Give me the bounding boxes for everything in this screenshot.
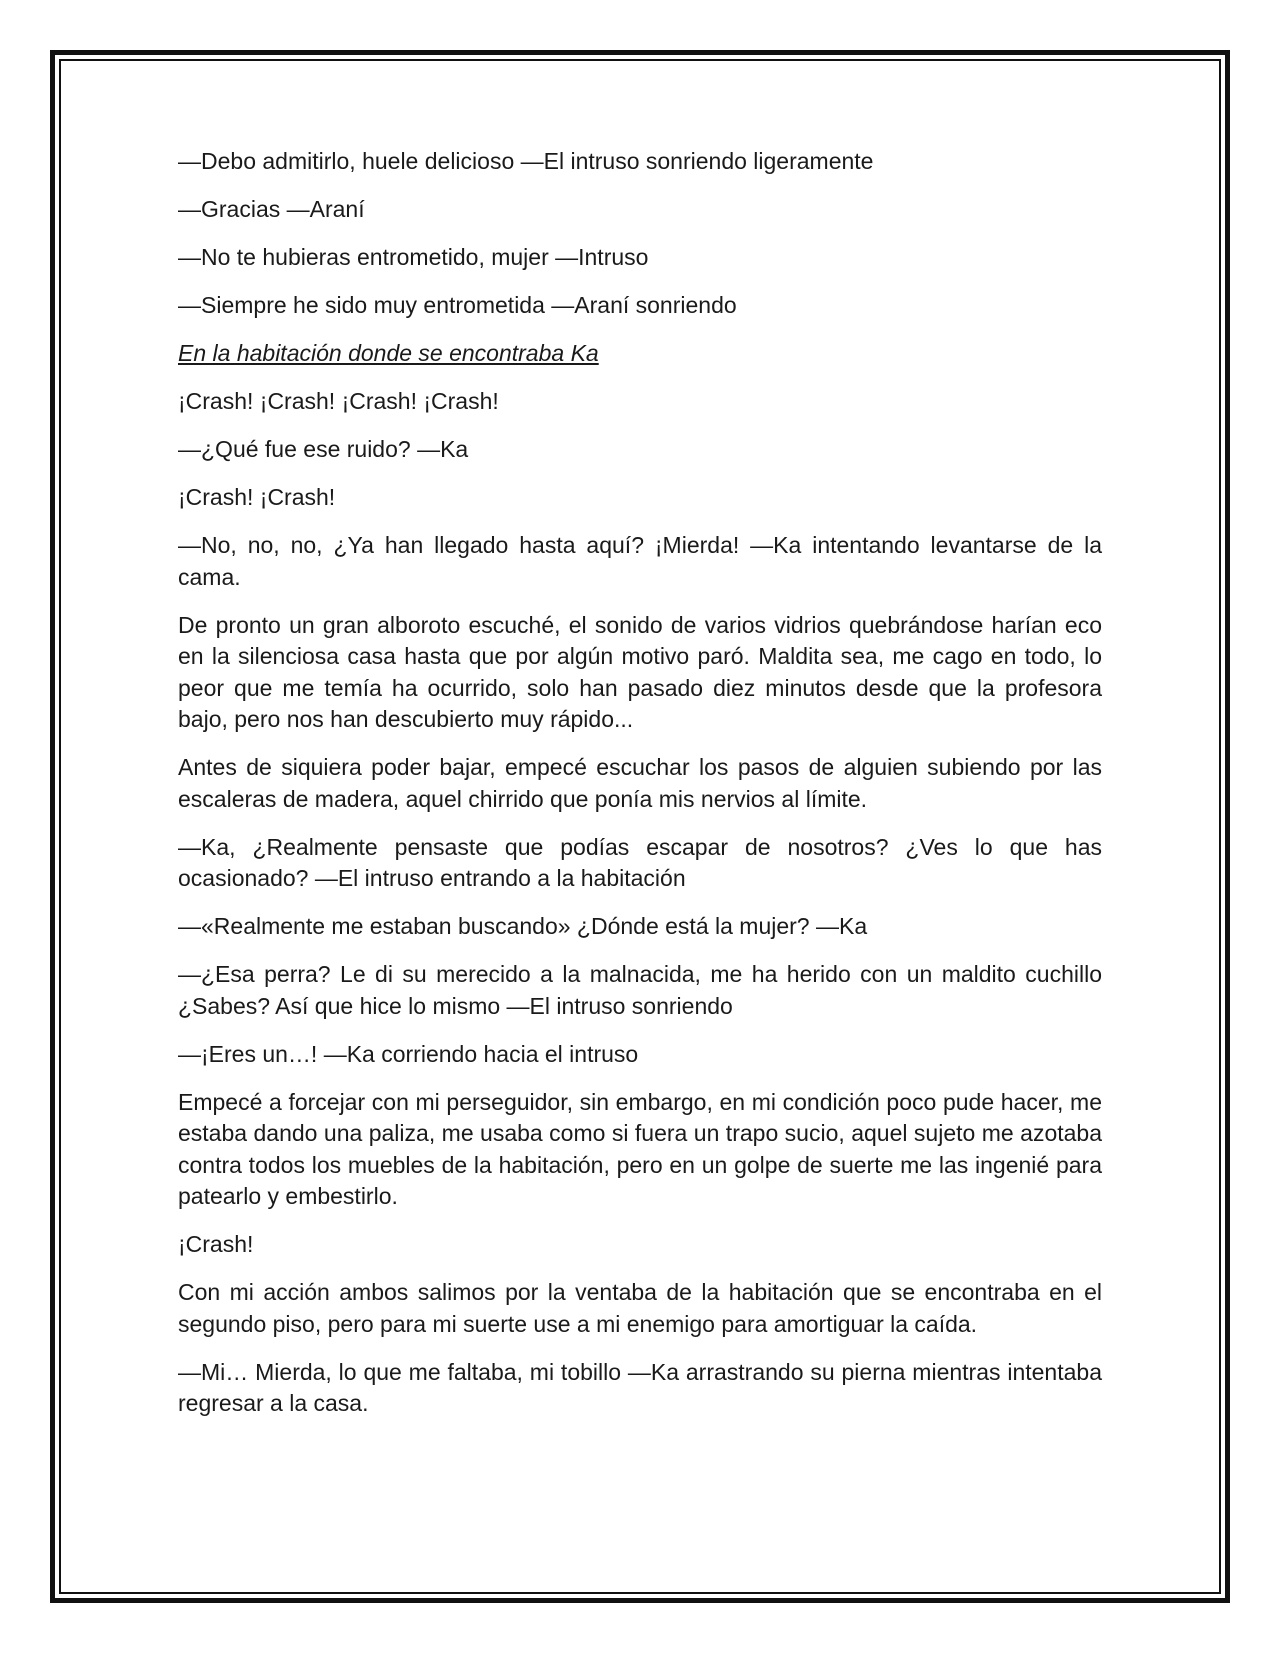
paragraph-13: —«Realmente me estaban buscando» ¿Dónde está la mujer? —Ka [178, 913, 868, 939]
paragraph-2: —Gracias —Araní [178, 196, 365, 222]
paragraph-19: —Mi… Mierda, lo que me faltaba, mi tobillo —Ka arrastrando su pierna mientras intentaba regresar a la casa. [178, 1358, 1102, 1416]
paragraph-4: —Siempre he sido muy entrometida —Araní sonriendo [178, 292, 737, 318]
scene-heading: En la habitación donde se encontraba Ka [178, 340, 599, 366]
paragraph-9: —No, no, no, ¿Ya han llegado hasta aquí? ¡Mierda! —Ka intentando levantarse de la cama. [178, 532, 1102, 590]
paragraph-3: —No te hubieras entrometido, mujer —Intruso [178, 244, 649, 270]
paragraph-7: —¿Qué fue ese ruido? —Ka [178, 436, 469, 462]
paragraph-16: Empecé a forcejar con mi perseguidor, sin embargo, en mi condición poco pude hacer, me estaba dando una paliza, me usaba como si fuera un trapo sucio, aquel sujeto me azotaba contra todos los muebles de la habitación, pero en un golpe de suerte me las ingenié para patearlo y embestirlo. [178, 1088, 1102, 1209]
document-body [178, 146, 1102, 1436]
paragraph-8: ¡Crash! ¡Crash! [178, 484, 336, 510]
paragraph-18: Con mi acción ambos salimos por la ventaba de la habitación que se encontraba en el segundo piso, pero para mi suerte use a mi enemigo para amortiguar la caída. [178, 1279, 1102, 1337]
paragraph-14: —¿Esa perra? Le di su merecido a la malnacida, me ha herido con un maldito cuchillo ¿Sabes? Así que hice lo mismo —El intruso sonriendo [178, 961, 1102, 1019]
paragraph-12: —Ka, ¿Realmente pensaste que podías escapar de nosotros? ¿Ves lo que has ocasionado? —El intruso entrando a la habitación [178, 833, 1102, 891]
paragraph-11: Antes de siquiera poder bajar, empecé escuchar los pasos de alguien subiendo por las escaleras de madera, aquel chirrido que ponía mis nervios al límite. [178, 754, 1102, 812]
paragraph-17: ¡Crash! [178, 1231, 254, 1257]
paragraph-6: ¡Crash! ¡Crash! ¡Crash! ¡Crash! [178, 388, 499, 414]
paragraph-10: De pronto un gran alboroto escuché, el sonido de varios vidrios quebrándose harían eco en la silenciosa casa hasta que por algún motivo paró. Maldita sea, me cago en todo, lo peor que me temía ha ocurrido, solo han pasado diez minutos desde que la profesora bajo, pero nos han descubierto muy rápido... [178, 611, 1102, 732]
paragraph-1: —Debo admitirlo, huele delicioso —El intruso sonriendo ligeramente [178, 148, 874, 174]
paragraph-15: —¡Eres un…! —Ka corriendo hacia el intruso [178, 1040, 639, 1067]
